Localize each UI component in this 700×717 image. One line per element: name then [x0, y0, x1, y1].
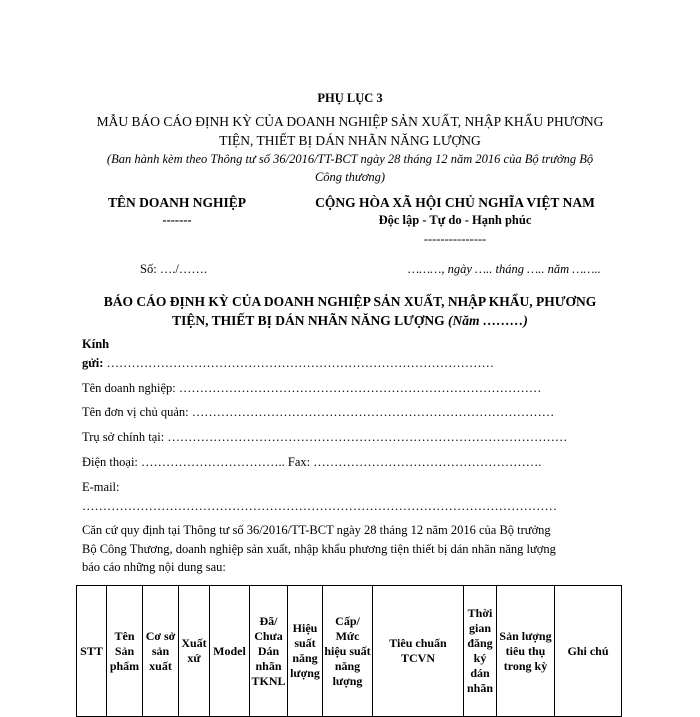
email-label: E-mail: — [82, 480, 120, 494]
report-year: (Năm ………) — [447, 313, 528, 328]
recipient-line — [82, 356, 622, 371]
report-table — [76, 585, 622, 717]
country-name-heading: CỘNG HÒA XÃ HỘI CHỦ NGHĨA VIỆT NAM — [315, 195, 595, 210]
company-name-field: Tên doanh nghiệp: …………………………………………………………………………… — [82, 381, 542, 395]
basis-line3: báo cáo những nội dung sau: — [82, 560, 226, 574]
report-title-line1: BÁO CÁO ĐỊNH KỲ CỦA DOANH NGHIỆP SẢN XUẤT, NHẬP KHẨU, PHƯƠNG — [103, 294, 597, 309]
col-stt: STT — [77, 586, 107, 717]
col-origin: Xuất xứ — [179, 586, 210, 717]
head-office-field: Trụ sở chính tại: …………………………………………………………………………………… — [82, 430, 568, 444]
col-manufacturer: Cơ sở sản xuất — [143, 586, 179, 717]
form-title-line1: MẪU BÁO CÁO ĐỊNH KỲ CỦA DOANH NGHIỆP SẢN XUẤT, NHẬP KHẨU PHƯƠNG — [96, 114, 604, 129]
national-motto: Độc lập - Tự do - Hạnh phúc — [378, 213, 532, 227]
document-number: Số: …./……. — [140, 262, 208, 276]
basis-line2: Bộ Công Thương, doanh nghiệp sản xuất, nhập khẩu phương tiện thiết bị dán nhãn năng lượng — [82, 542, 556, 556]
col-product-name: Tên Sản phẩm — [107, 586, 143, 717]
form-title-line2: TIỆN, THIẾT BỊ DÁN NHÃN NĂNG LƯỢNG — [219, 133, 481, 148]
company-name-heading: TÊN DOANH NGHIỆP — [107, 195, 246, 210]
col-registration-time: Thời gian đăng ký dán nhãn — [464, 586, 497, 717]
issuance-note-line1: (Ban hành kèm theo Thông tư số 36/2016/TT-BCT ngày 28 tháng 12 năm 2016 của Bộ trưởng Bộ — [106, 152, 594, 166]
email-dots: …………………………………………………………………………………………………… — [82, 499, 557, 513]
report-title-line2 — [0, 313, 700, 329]
col-efficiency-grade: Cấp/ Mức hiệu suất năng lượng — [323, 586, 373, 717]
parent-unit-field: Tên đơn vị chủ quản: …………………………………………………………………………… — [82, 405, 555, 419]
col-label-status: Đã/ Chưa Dán nhãn TKNL — [250, 586, 288, 717]
col-standard: Tiêu chuẩn TCVN — [373, 586, 464, 717]
recipient-dots: ………………………………………………………………………………… — [106, 356, 495, 370]
date-line: ………, ngày ….. tháng ….. năm …….. — [408, 262, 601, 276]
basis-line1: Căn cứ quy định tại Thông tư số 36/2016/TT-BCT ngày 28 tháng 12 năm 2016 của Bộ trưởng — [82, 523, 551, 537]
phone-fax-field: Điện thoại: …………………………….. Fax: ………………………………………………. — [82, 455, 542, 469]
col-notes: Ghi chú — [555, 586, 622, 717]
table-header-row — [77, 586, 622, 717]
kinh-label: Kính — [82, 337, 110, 351]
col-sales-volume: Sản lượng tiêu thụ trong kỳ — [497, 586, 555, 717]
report-title-text: TIỆN, THIẾT BỊ DÁN NHÃN NĂNG LƯỢNG — [172, 313, 445, 328]
gui-label: gửi: — [82, 356, 104, 370]
appendix-label: PHỤ LỤC 3 — [317, 91, 383, 105]
col-model: Model — [210, 586, 250, 717]
col-energy-efficiency: Hiệu suất năng lượng — [288, 586, 323, 717]
motto-dashes: --------------- — [423, 232, 487, 246]
company-dashes: ------- — [162, 213, 192, 227]
issuance-note-line2: Công thương) — [314, 170, 386, 184]
